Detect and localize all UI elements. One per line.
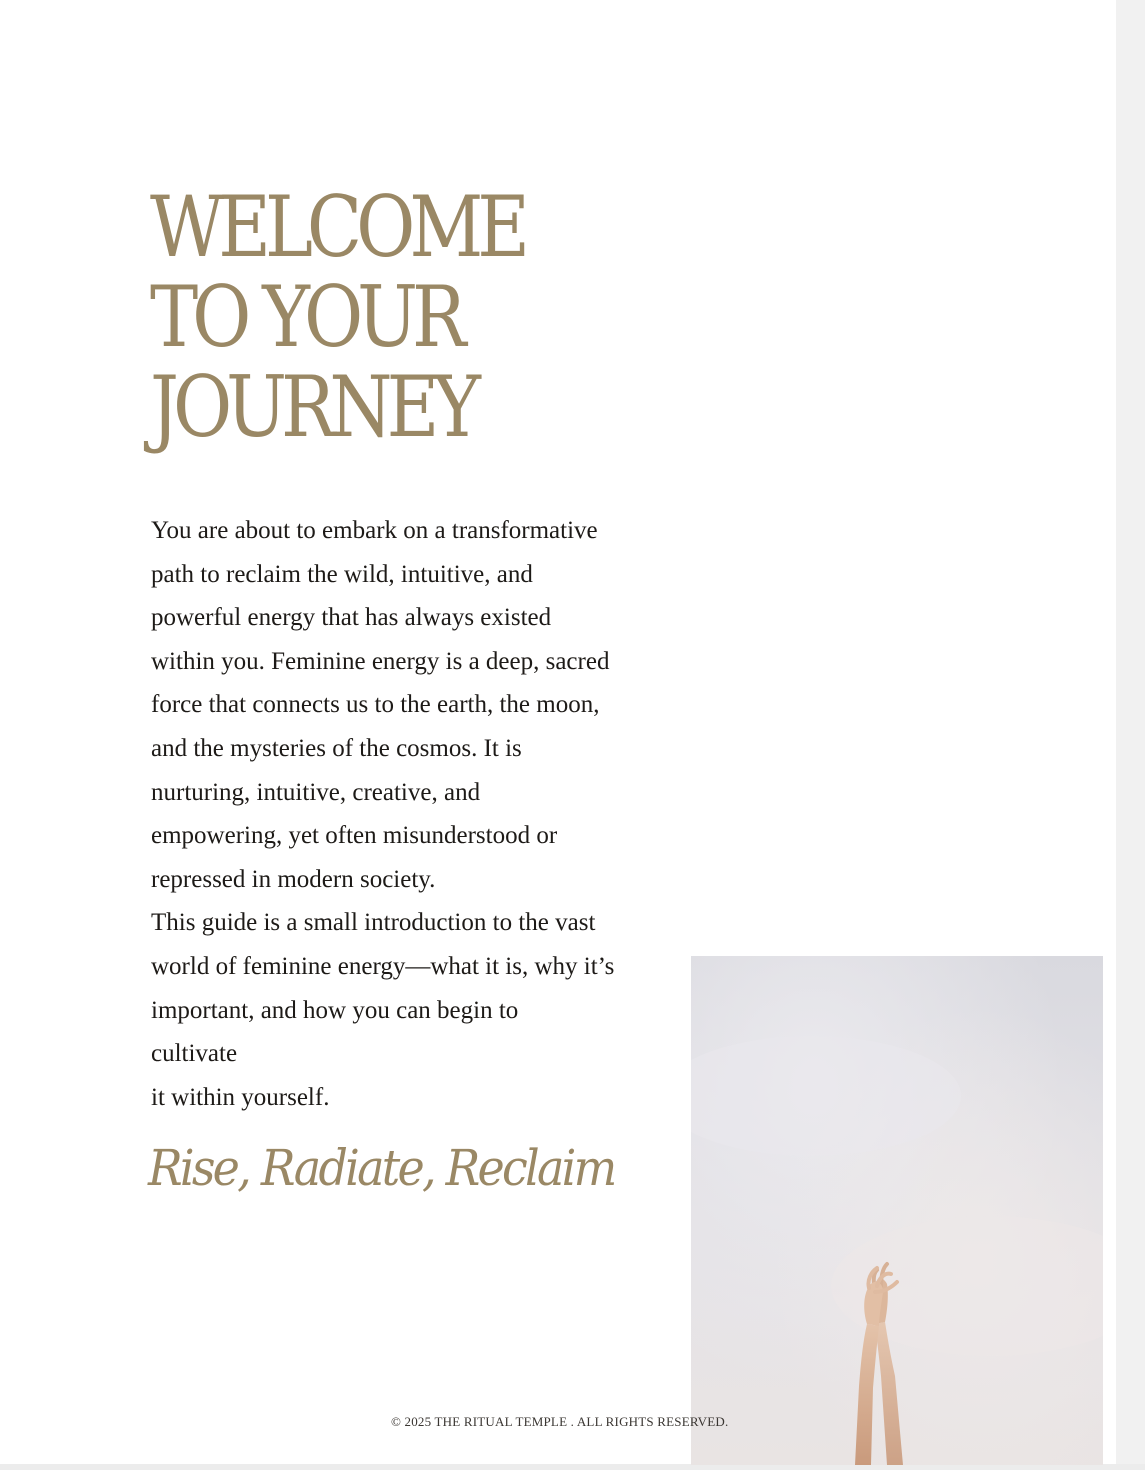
raised-hands-illustration <box>691 956 1103 1465</box>
body-line: it within yourself. <box>151 1083 330 1111</box>
intro-paragraph <box>151 509 636 1119</box>
body-line: cultivate <box>151 1040 238 1068</box>
page-edge-shadow <box>1116 0 1145 1470</box>
body-line: world of feminine energy—what it is, why it’s <box>151 952 615 980</box>
page-title <box>150 178 597 456</box>
body-line: You are about to embark on a transformative <box>151 517 598 544</box>
title-line: TO YOUR <box>150 268 461 366</box>
copyright-footer: © 2025 THE RITUAL TEMPLE . ALL RIGHTS RESERVED. <box>391 1414 729 1429</box>
body-line: This guide is a small introduction to the vast <box>151 909 596 937</box>
body-line: path to reclaim the wild, intuitive, and <box>151 560 533 588</box>
body-line: powerful energy that has always existed <box>151 604 552 632</box>
body-line: empowering, yet often misunderstood or <box>151 822 558 850</box>
body-line: and the mysteries of the cosmos. It is <box>151 734 522 762</box>
body-line: nurturing, intuitive, creative, and <box>151 778 481 806</box>
tagline-script: Rise, Radiate, Reclaim <box>148 1139 615 1197</box>
body-line: important, and how you can begin to <box>151 996 519 1024</box>
body-line: force that connects us to the earth, the moon, <box>151 691 600 719</box>
body-line: within you. Feminine energy is a deep, sacred <box>151 647 610 675</box>
body-line: repressed in modern society. <box>151 865 436 893</box>
sky-hands-photo <box>691 956 1103 1465</box>
title-line: WELCOME <box>150 178 525 276</box>
title-line: JOURNEY <box>150 358 475 456</box>
